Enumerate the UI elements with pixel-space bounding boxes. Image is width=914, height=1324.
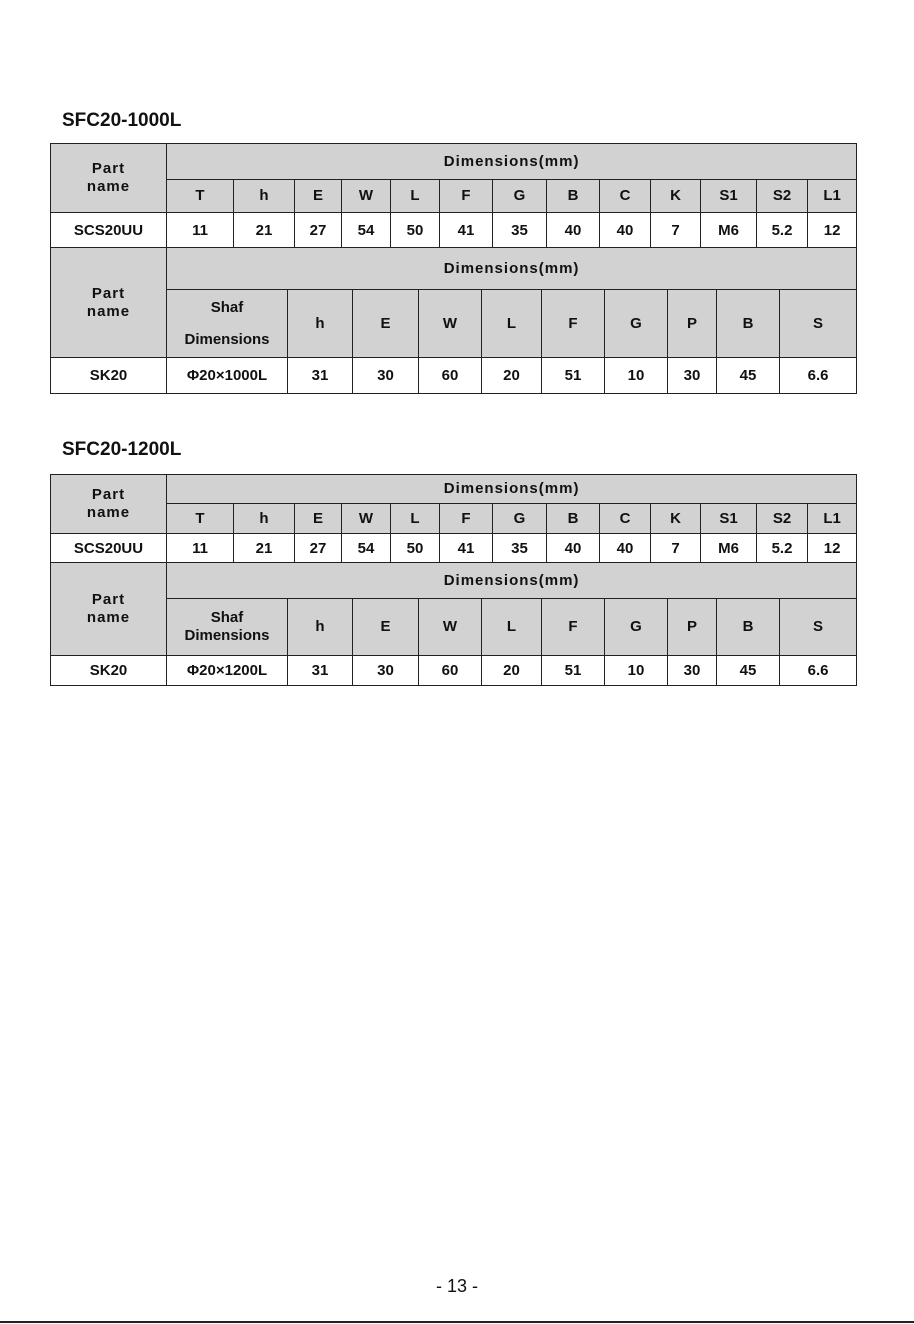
col-header: h [234,180,295,213]
value-cell: 12 [808,213,857,249]
spec-table-1200l [50,474,857,564]
col-header: E [295,180,342,213]
col-header: L [391,504,440,534]
value-cell: 40 [600,213,651,249]
value-cell: 31 [288,656,353,686]
section-title: SFC20-1200L [62,439,182,460]
col-header: G [493,180,547,213]
value-cell: 40 [547,213,600,249]
col-header: T [167,504,234,534]
col-header: L [482,290,542,358]
value-cell: M6 [701,534,757,564]
shaft-dimensions-header [167,599,288,656]
shaft-dimension-cell: Φ20×1000L [167,358,288,394]
value-cell: 10 [605,358,668,394]
value-cell: 27 [295,213,342,249]
col-header: E [353,290,419,358]
col-header: W [342,180,391,213]
part-name-cell: SK20 [51,656,167,686]
col-header: B [547,504,600,534]
bottom-rule [0,1321,914,1323]
spec-table-1200l-shaft [50,562,857,686]
part-name-cell: SK20 [51,358,167,394]
col-header: W [419,290,482,358]
col-header: F [440,504,493,534]
col-header: W [342,504,391,534]
value-cell: 50 [391,213,440,249]
dimensions-header: Dimensions(mm) [167,248,857,290]
col-header: C [600,504,651,534]
value-cell: 6.6 [780,656,857,686]
value-cell: 11 [167,534,234,564]
col-header: L [391,180,440,213]
value-cell: 30 [353,358,419,394]
part-name-cell: SCS20UU [51,534,167,564]
value-cell: 35 [493,534,547,564]
col-header: S2 [757,504,808,534]
value-cell: 45 [717,358,780,394]
col-header: S1 [701,504,757,534]
dimensions-label: Dimensions [184,330,270,348]
value-cell: 21 [234,534,295,564]
shaf-label: Shaf [210,609,244,626]
value-cell: 35 [493,213,547,249]
part-name-header: Part name [51,248,167,358]
part-name-header: Part name [51,563,167,656]
dimensions-header: Dimensions(mm) [167,563,857,599]
value-cell: 20 [482,358,542,394]
spec-table-1000l [50,143,857,249]
col-header: T [167,180,234,213]
col-header: F [440,180,493,213]
shaft-dimension-cell: Φ20×1200L [167,656,288,686]
part-name-header: Part name [51,475,167,534]
col-header: h [288,290,353,358]
value-cell: 5.2 [757,534,808,564]
col-header: S [780,290,857,358]
shaf-label: Shaf [210,298,244,316]
col-header: E [353,599,419,656]
shaft-dimensions-header [167,290,288,358]
value-cell: 30 [668,656,717,686]
col-header: C [600,180,651,213]
col-header: h [288,599,353,656]
value-cell: 60 [419,358,482,394]
dimensions-header: Dimensions(mm) [167,144,857,180]
section-title: SFC20-1000L [62,110,182,131]
value-cell: 54 [342,213,391,249]
value-cell: 60 [419,656,482,686]
part-name-header: Part name [51,144,167,213]
value-cell: 10 [605,656,668,686]
col-header: P [668,599,717,656]
col-header: h [234,504,295,534]
value-cell: 7 [651,213,701,249]
col-header: S [780,599,857,656]
col-header: G [605,599,668,656]
page-number: - 13 - [435,1276,478,1296]
value-cell: 11 [167,213,234,249]
value-cell: 40 [547,534,600,564]
value-cell: 45 [717,656,780,686]
col-header: B [717,599,780,656]
col-header: L1 [808,180,857,213]
value-cell: 51 [542,656,605,686]
spec-table-1000l-shaft [50,247,857,394]
value-cell: M6 [701,213,757,249]
col-header: S1 [701,180,757,213]
col-header: P [668,290,717,358]
value-cell: 54 [342,534,391,564]
col-header: K [651,180,701,213]
col-header: E [295,504,342,534]
col-header: W [419,599,482,656]
col-header: L [482,599,542,656]
value-cell: 7 [651,534,701,564]
col-header: G [493,504,547,534]
col-header: L1 [808,504,857,534]
value-cell: 30 [353,656,419,686]
col-header: G [605,290,668,358]
value-cell: 31 [288,358,353,394]
value-cell: 51 [542,358,605,394]
col-header: F [542,290,605,358]
value-cell: 41 [440,213,493,249]
dimensions-label: Dimensions [184,627,270,644]
value-cell: 21 [234,213,295,249]
value-cell: 50 [391,534,440,564]
col-header: F [542,599,605,656]
col-header: B [547,180,600,213]
value-cell: 30 [668,358,717,394]
value-cell: 5.2 [757,213,808,249]
value-cell: 40 [600,534,651,564]
dimensions-header: Dimensions(mm) [167,475,857,504]
col-header: B [717,290,780,358]
value-cell: 12 [808,534,857,564]
col-header: K [651,504,701,534]
col-header: S2 [757,180,808,213]
part-name-cell: SCS20UU [51,213,167,249]
value-cell: 27 [295,534,342,564]
value-cell: 20 [482,656,542,686]
value-cell: 6.6 [780,358,857,394]
value-cell: 41 [440,534,493,564]
